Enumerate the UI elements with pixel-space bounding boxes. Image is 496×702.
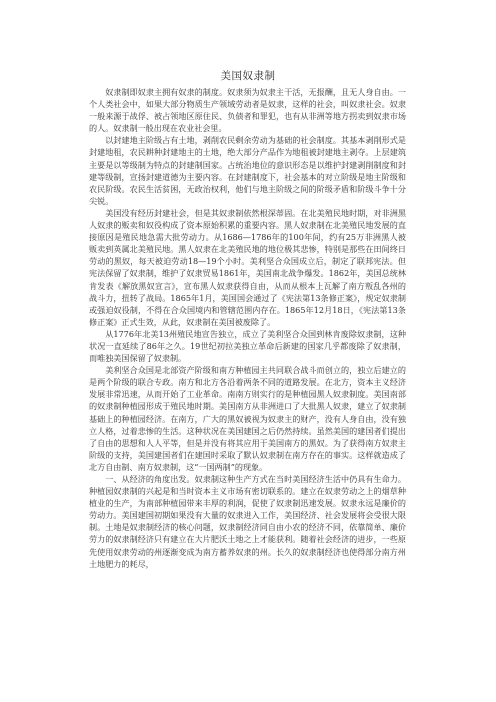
paragraph: 以封建地主阶级占有土地，剥削农民剩余劳动为基础的社会制度。其基本剥削形式是封建地租，农民耕种封建地主的土地，绝大部分产品作为地租被封建地主剥夺。上层建筑主要是以等级制为特点的封建制国家。占统治地位的意识形态是以维护封建剥削制度和封建等级制，宣扬封建道德为主要内容。在封建制度下，社会基本的对立阶级是地主阶级和农民阶级。农民生活贫困，无政治权利，他们与地主阶级之间的阶级矛盾和阶级斗争十分尖锐。 [89, 135, 406, 206]
paragraph: 美国没有经历封建社会，但是其奴隶制依然根深蒂固。在北美殖民地时期，对非洲黑人奴隶的贩卖和奴役构成了资本原始积累的重要内容。黑人奴隶制在北美殖民地发展的直接原因是殖民地急需大批劳动力。从1686—1786年的100年间，约有25万非洲黑人被贩卖到英属北美殖民地。黑人奴隶在北美殖民地的地位极其悲惨，特别是那些在田间终日劳动的黑奴，每天被迫劳动18—19个小时。美利坚合众国成立后，制定了联邦宪法。但宪法保留了奴隶制，维护了奴隶贸易1861年，美国南北战争爆发。1862年，美国总统林肯发表《解放黑奴宣言》，宣布黑人奴隶获得自由，从而从根本上瓦解了南方叛乱各州的战斗力，扭转了战局。1865年1月，美国国会通过了《宪法第13条修正案》，规定奴隶制或强迫奴役制，不得在合众国境内和管辖范围内存在。1865年12月18日，《宪法第13条修正案》正式生效，从此，奴隶制在美国被废除了。 [89, 207, 406, 327]
paragraph: 奴隶制即奴隶主拥有奴隶的制度。奴隶须为奴隶主干活，无报酬，且无人身自由。一个人类社会中，如果大部分物质生产领域劳动者是奴隶，这样的社会，叫奴隶社会。奴隶一般来源于战俘、被占领地区原住民、负债者和罪犯，也有从非洲等地方拐卖到奴隶市场的人。奴隶制一般出现在农业社会里。 [89, 87, 406, 134]
paragraph: 美利坚合众国是北部资产阶级和南方种植园主共同联合战斗而创立的，独立后建立的是两个阶级的联合专政。南方和北方各沿着两条不同的道路发展。在北方，资本主义经济发展非常迅速，从而开始了工业革命。南南方则实行的是种植园黑人奴隶制度。美国南部的奴隶制种植园形成于殖民地时期。美国南方从非洲进口了大批黑人奴隶，建立了奴隶制基础上的种植园经济。在南方，广大的黑奴被视为奴隶主的财产，没有人身自由，没有独立人格，过着悲惨的生活。这种状况在美国建国之后仍然持续。虽然美国的建国者们提出了自由的思想和人人平等，但是并没有将其应用于美国南方的黑奴。为了获得南方奴隶主阶级的支持，美国建国者们在建国时采取了默认奴隶制在南方存在的事实。这样就造成了北方自由制、南方奴隶制，这“一国两制”的现象。 [89, 365, 406, 472]
paragraph: 一、从经济的角度出发。奴隶制这种生产方式在当时美国经济生活中仍具有生命力。种植园奴隶制的兴起是和当时资本主义市场有密切联系的。建立在奴隶劳动之上的烟草种植业的生产，为南部种植园带来丰厚的利润，促使了奴隶制迅速发展。奴隶永远是廉价的劳动力。美国建国初期如果没有大量的奴隶进入工作，美国经济、社会发展将会受很大限制。土地是奴隶制经济的核心问题，奴隶制经济同自由小农的经济不同，依靠简单、廉价劳力的奴隶制经济只有建立在大片肥沃土地之上才能获利。随着社会经济的进步，一些原先使用奴隶劳动的州逐渐变成为南方蓄养奴隶的州。长久的奴隶制经济也使得部分南方州土地肥力的耗尽， [89, 474, 406, 569]
document-body [89, 86, 406, 570]
paragraph: 从1776年北美13州殖民地宣告独立，成立了美利坚合众国到林肯废除奴隶制，这种状况一直延续了86年之久。19世纪初拉美独立革命后新建的国家几乎都废除了奴隶制，而唯独美国保留了奴隶制。 [89, 328, 406, 364]
document-title: 美国奴隶制 [220, 70, 276, 82]
